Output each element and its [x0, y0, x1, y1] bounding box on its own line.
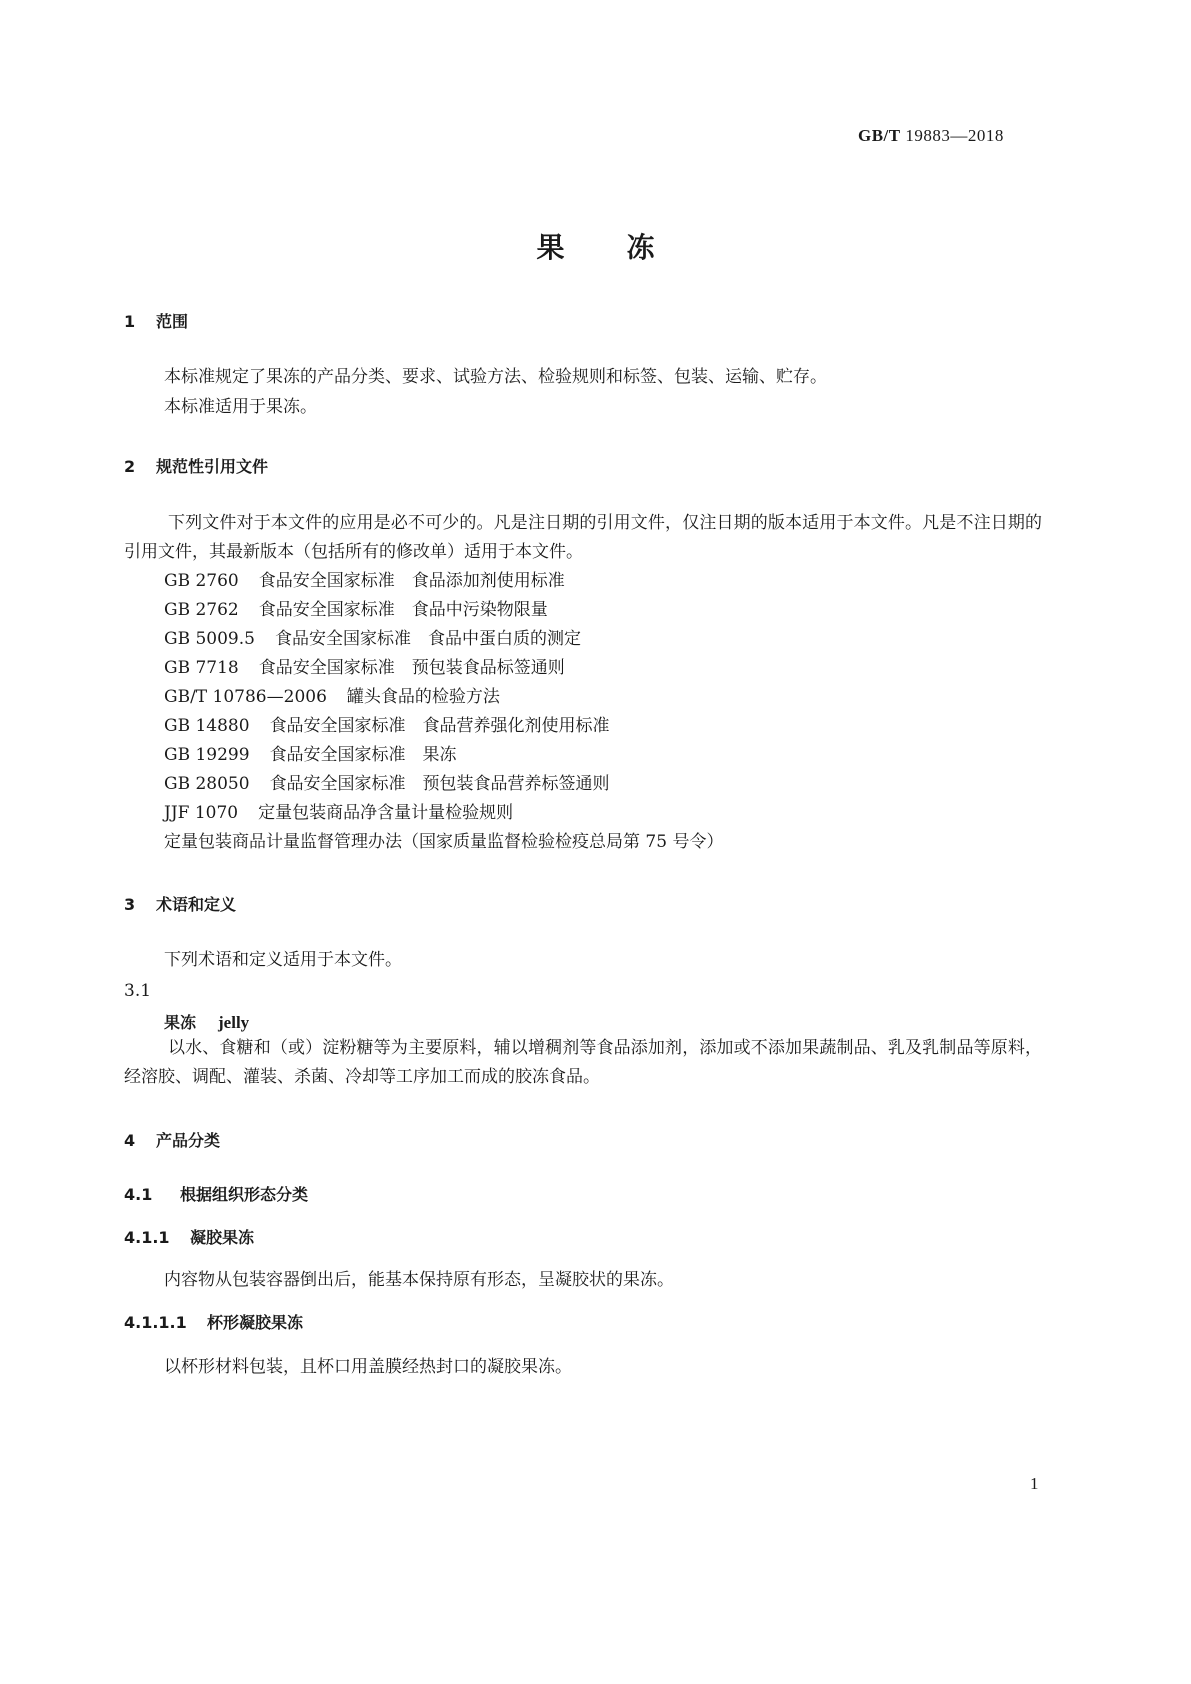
reference-title: 罐头食品的检验方法	[346, 687, 500, 707]
scope-paragraph-1: 本标准规定了果冻的产品分类、要求、试验方法、检验规则和标签、包装、运输、贮存。	[164, 367, 827, 387]
reference-item	[164, 567, 565, 596]
reference-code: GB 14880	[164, 716, 250, 736]
reference-item	[164, 625, 581, 654]
term-name	[164, 1010, 249, 1033]
section-number: 4.1.1	[124, 1228, 170, 1247]
reference-code: GB 19299	[164, 745, 250, 765]
section-4-1-1-heading	[124, 1225, 254, 1248]
reference-title: 定量包装商品计量监督管理办法（国家质量监督检验检疫总局第 75 号令）	[164, 832, 724, 852]
reference-code: GB 28050	[164, 774, 250, 794]
section-4-1-1-1-heading	[124, 1310, 303, 1333]
term-name-zh: 果冻	[164, 1013, 197, 1032]
section-3-heading	[124, 892, 236, 915]
document-title: 果冻	[536, 231, 717, 264]
section-title: 术语和定义	[156, 895, 237, 914]
section-4-heading	[124, 1128, 220, 1151]
reference-code: GB 2760	[164, 571, 239, 591]
standard-code	[858, 126, 1004, 146]
section-number: 4.1	[124, 1185, 153, 1204]
reference-code: GB 5009.5	[164, 629, 255, 649]
term-name-en: jelly	[218, 1013, 250, 1032]
section-4-1-1-1-text: 以杯形材料包装，且杯口用盖膜经热封口的凝胶果冻。	[164, 1357, 572, 1377]
reference-title: 食品安全国家标准 食品添加剂使用标准	[258, 571, 565, 591]
term-definition: 以水、食糖和（或）淀粉糖等为主要原料，辅以增稠剂等食品添加剂，添加或不添加果蔬制品、乳及乳制品等原料，经溶胶、调配、灌装、杀菌、冷却等工序加工而成的胶冻食品。	[124, 1038, 1042, 1087]
scope-paragraph-2: 本标准适用于果冻。	[164, 397, 317, 417]
reference-item	[164, 770, 610, 799]
section-number: 2	[124, 457, 136, 476]
reference-title: 食品安全国家标准 预包装食品标签通则	[258, 658, 565, 678]
reference-item	[164, 654, 565, 683]
section-number: 3	[124, 895, 136, 914]
section-title: 杯形凝胶果冻	[207, 1313, 304, 1332]
section-4-1-heading	[124, 1182, 308, 1205]
page-number: 1	[1030, 1474, 1039, 1493]
reference-title: 定量包装商品净含量计量检验规则	[258, 803, 514, 823]
section-1-heading	[124, 309, 188, 332]
term-number: 3.1	[124, 981, 152, 1001]
reference-title: 食品安全国家标准 食品中污染物限量	[258, 600, 548, 620]
references-intro: 下列文件对于本文件的应用是必不可少的。凡是注日期的引用文件，仅注日期的版本适用于本文件。凡是不注日期的引用文件，其最新版本（包括所有的修改单）适用于本文件。	[124, 513, 1042, 562]
section-title: 产品分类	[156, 1131, 221, 1150]
reference-code: GB 7718	[164, 658, 239, 678]
section-number: 4	[124, 1131, 136, 1150]
reference-item	[164, 683, 500, 712]
standard-number: 19883—2018	[905, 126, 1004, 145]
reference-title: 食品安全国家标准 果冻	[269, 745, 457, 765]
section-title: 根据组织形态分类	[180, 1185, 309, 1204]
terms-intro: 下列术语和定义适用于本文件。	[164, 950, 402, 970]
reference-code: JJF 1070	[164, 803, 239, 823]
section-title: 规范性引用文件	[156, 457, 269, 476]
section-title: 凝胶果冻	[190, 1228, 255, 1247]
reference-code: GB 2762	[164, 600, 239, 620]
reference-item	[164, 596, 548, 625]
reference-title: 食品安全国家标准 食品营养强化剂使用标准	[269, 716, 610, 736]
section-4-1-1-text: 内容物从包装容器倒出后，能基本保持原有形态，呈凝胶状的果冻。	[164, 1270, 674, 1290]
reference-item	[164, 828, 723, 857]
section-number: 4.1.1.1	[124, 1313, 187, 1332]
reference-code: GB/T 10786—2006	[164, 687, 327, 707]
reference-title: 食品安全国家标准 预包装食品营养标签通则	[269, 774, 610, 794]
standard-prefix: GB/T	[858, 126, 901, 145]
section-2-heading	[124, 454, 268, 477]
reference-title: 食品安全国家标准 食品中蛋白质的测定	[274, 629, 581, 649]
section-title: 范围	[156, 312, 189, 331]
reference-item	[164, 741, 457, 770]
reference-item	[164, 799, 513, 828]
reference-item	[164, 712, 610, 741]
section-number: 1	[124, 312, 136, 331]
